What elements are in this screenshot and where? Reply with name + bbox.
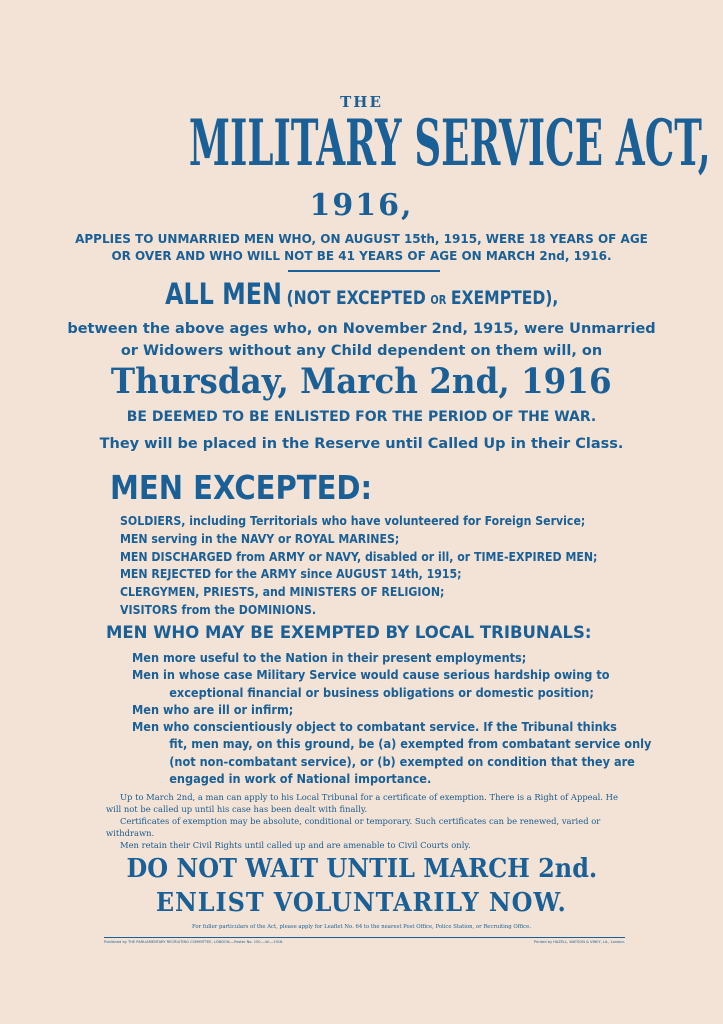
men-excepted-heading: MEN EXCEPTED:	[110, 468, 373, 507]
exempted-text: EXEMPTED),	[450, 287, 559, 309]
list-item: VISITORS from the DOMINIONS.	[120, 602, 317, 617]
publisher-imprint: Published by THE PARLIAMENTARY RECRUITING COMMITTEE, LONDON.—Poster No. 150.—W.—1916.	[104, 940, 284, 944]
between-ages-statement	[0, 318, 723, 362]
do-not-wait-heading: DO NOT WAIT UNTIL MARCH 2nd.	[126, 854, 597, 884]
list-item: CLERGYMEN, PRIESTS, and MINISTERS OF RELIGION;	[120, 585, 445, 600]
poster-the: THE	[340, 93, 383, 111]
list-item: Men who conscientiously object to combatant service. If the Tribunal thinks fit, men may, on this ground, be (a) exempted from combatant service only (not non-combatant service), or (b) exempted on condition that they are engaged in work of National importance.	[132, 720, 652, 787]
footer-rule	[104, 937, 625, 938]
exempt-list	[132, 650, 691, 788]
poster-year: 1916,	[309, 188, 414, 223]
note-paragraph: Men retain their Civil Rights until called up and are amenable to Civil Courts only.	[120, 840, 471, 850]
applies-statement	[0, 231, 723, 265]
list-item: MEN serving in the NAVY or ROYAL MARINES;	[120, 531, 400, 546]
applies-line: OR OVER AND WHO WILL NOT BE 41 YEARS OF AGE ON MARCH 2nd, 1916.	[111, 249, 612, 263]
list-item: Men more useful to the Nation in their present employments;	[132, 651, 527, 665]
all-men-heading	[0, 276, 723, 318]
excepted-list	[120, 513, 650, 620]
all-men-text: ALL MEN	[164, 277, 282, 311]
deemed-enlisted-text: BE DEEMED TO BE ENLISTED FOR THE PERIOD OF THE WAR.	[126, 409, 597, 425]
enlistment-date-text: Thursday, March 2nd, 1916	[111, 361, 612, 402]
printer-imprint: Printed by HAZELL, WATSON & VINEY, Ld., London.	[533, 940, 625, 944]
list-item: Men in whose case Military Service would cause serious hardship owing to exceptional financial or business obligations or domestic position;	[132, 668, 610, 700]
divider-rule	[288, 270, 440, 272]
list-item: MEN DISCHARGED from ARMY or NAVY, disabled or ill, or TIME-EXPIRED MEN;	[120, 549, 598, 564]
list-item: MEN REJECTED for the ARMY since AUGUST 14th, 1915;	[120, 567, 462, 582]
enlistment-date	[0, 360, 723, 404]
further-particulars-text: For fuller particulars of the Act, please apply for Leaflet No. 64 to the nearest Post Office, Police Station, or Recruiting Office.	[192, 924, 531, 930]
applies-line: APPLIES TO UNMARRIED MEN WHO, ON AUGUST 15th, 1915, WERE 18 YEARS OF AGE	[75, 232, 648, 246]
reserve-text: They will be placed in the Reserve until Called Up in their Class.	[99, 436, 624, 452]
between-line: between the above ages who, on November 2nd, 1915, were Unmarried	[67, 321, 656, 337]
list-item: SOLDIERS, including Territorials who have volunteered for Foreign Service;	[120, 514, 586, 528]
between-line: or Widowers without any Child dependent on them will, on	[120, 343, 603, 359]
or-text: OR	[430, 293, 447, 307]
not-excepted-text: (NOT EXCEPTED	[286, 287, 426, 309]
note-paragraph: Up to March 2nd, a man can apply to his Local Tribunal for a certificate of exemption. There is a Right of Appeal. He will not be called up until his case has been dealt with finally.	[106, 792, 618, 814]
tribunal-exemption-heading: MEN WHO MAY BE EXEMPTED BY LOCAL TRIBUNALS:	[106, 623, 592, 643]
exemption-notes	[106, 791, 626, 851]
poster-title	[0, 104, 723, 184]
imprint	[104, 940, 625, 944]
note-paragraph: Certificates of exemption may be absolute, conditional or temporary. Such certificates can be renewed, varied or withdrawn.	[106, 816, 601, 838]
poster-title-text: MILITARY SERVICE ACT,	[188, 106, 711, 181]
enlist-now-heading: ENLIST VOLUNTARILY NOW.	[156, 888, 567, 918]
list-item: Men who are ill or infirm;	[132, 702, 294, 717]
